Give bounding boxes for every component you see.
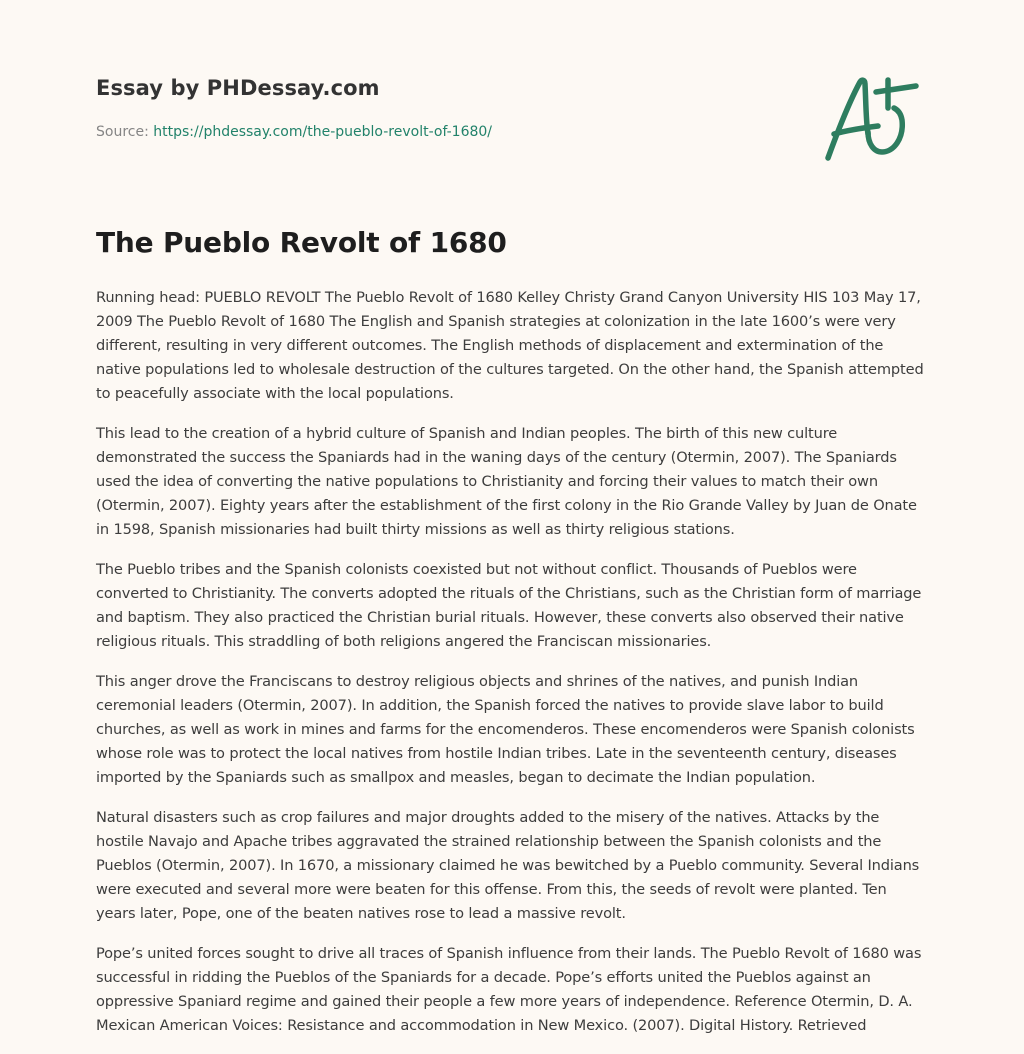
essay-paragraph: Natural disasters such as crop failures and major droughts added to the misery of the natives. Attacks by the hostile Navajo and Apache tribes aggravated the strained relationship between the Spanish colonists and the Pueblos (Otermin, 2007). In 1670, a missionary claimed he was bewitched by a Pueblo community. Several Indians were executed and several more were beaten for this offense. From this, the seeds of revolt were planted. Ten years later, Pope, one of the beaten natives rose to lead a massive revolt. bbox=[96, 809, 920, 922]
essay-title: The Pueblo Revolt of 1680 bbox=[96, 226, 507, 259]
a-plus-logo-svg bbox=[822, 66, 926, 166]
essay-paragraph: This anger drove the Franciscans to destroy religious objects and shrines of the natives, and punish Indian ceremonial leaders (Otermin, 2007). In addition, the Spanish forced the natives to provide slave labor to build churches, as well as work in mines and farms for the encomenderos. These encomenderos were Spanish colonists whose role was to protect the local natives from hostile Indian tribes. Late in the seventeenth century, diseases imported by the Spaniards such as smallpox and measles, began to decimate the Indian population. bbox=[96, 673, 915, 786]
site-title: Essay by PHDessay.com bbox=[96, 76, 380, 100]
source-link[interactable]: https://phdessay.com/the-pueblo-revolt-of-1680/ bbox=[153, 124, 493, 140]
essay-paragraph: Running head: PUEBLO REVOLT The Pueblo Revolt of 1680 Kelley Christy Grand Canyon University HIS 103 May 17, 2009 The Pueblo Revolt of 1680 The English and Spanish strategies at colonization in the late 1600’s were very different, resulting in very different outcomes. The English methods of displacement and extermination of the native populations led to wholesale destruction of the cultures targeted. On the other hand, the Spanish attempted to peacefully associate with the local populations. bbox=[96, 289, 924, 402]
essay-paragraph: This lead to the creation of a hybrid culture of Spanish and Indian peoples. The birth of this new culture demonstrated the success the Spaniards had in the waning days of the century (Otermin, 2007). The Spaniards used the idea of converting the native populations to Christianity and forcing their values to match their own (Otermin, 2007). Eighty years after the establishment of the first colony in the Rio Grande Valley by Juan de Onate in 1598, Spanish missionaries had built thirty missions as well as thirty religious stations. bbox=[96, 425, 917, 538]
a-plus-grade-icon bbox=[822, 66, 926, 166]
essay-body bbox=[96, 286, 928, 1054]
page-header bbox=[96, 0, 928, 200]
essay-paragraph: The Pueblo tribes and the Spanish colonists coexisted but not without conflict. Thousands of Pueblos were converted to Christianity. The converts adopted the rituals of the Christians, such as the Christian form of marriage and baptism. They also practiced the Christian burial rituals. However, these converts also observed their native religious rituals. This straddling of both religions angered the Franciscan missionaries. bbox=[96, 561, 922, 650]
source-line bbox=[96, 124, 492, 140]
essay-paragraph: Pope’s united forces sought to drive all traces of Spanish influence from their lands. The Pueblo Revolt of 1680 was successful in ridding the Pueblos of the Spaniards for a decade. Pope’s efforts united the Pueblos against an oppressive Spaniard regime and gained their people a few more years of independence. Reference Otermin, D. A. Mexican American Voices: Resistance and accommodation in New Mexico. (2007). Digital History. Retrieved bbox=[96, 945, 922, 1034]
source-label: Source: bbox=[96, 124, 154, 140]
